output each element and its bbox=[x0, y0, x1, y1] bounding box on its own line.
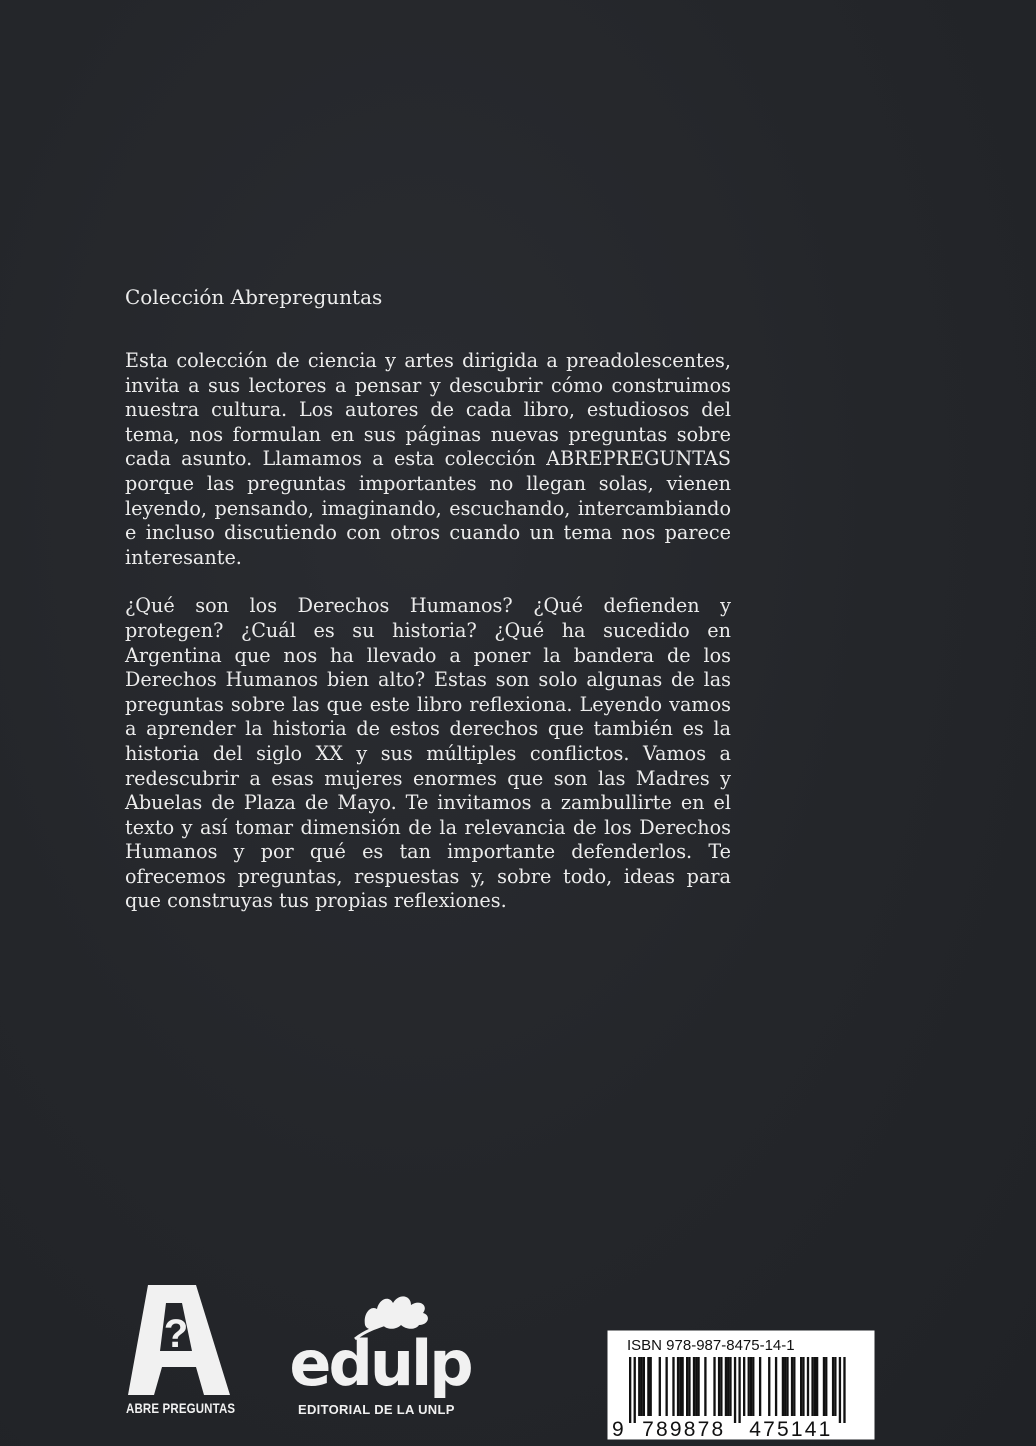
barcode-bar bbox=[640, 1357, 642, 1416]
svg-text:?: ? bbox=[163, 1312, 189, 1356]
abre-preguntas-caption: ABRE PREGUNTAS bbox=[126, 1400, 236, 1416]
barcode-bar bbox=[688, 1357, 690, 1416]
barcode-bar bbox=[800, 1357, 802, 1416]
barcode-bar bbox=[775, 1357, 777, 1416]
barcode-bar bbox=[750, 1357, 752, 1416]
barcode-bar bbox=[647, 1357, 649, 1416]
barcode-bar bbox=[681, 1357, 683, 1416]
barcode-bar bbox=[734, 1357, 736, 1423]
edulp-wordmark: edulp bbox=[289, 1327, 471, 1400]
barcode-bar bbox=[793, 1357, 795, 1416]
barcode-bar bbox=[729, 1357, 731, 1416]
barcode-bar bbox=[748, 1357, 750, 1416]
barcode-bar bbox=[704, 1357, 706, 1416]
barcode-bar bbox=[843, 1357, 845, 1423]
barcode-bar bbox=[697, 1357, 699, 1416]
barcode-bar bbox=[686, 1357, 688, 1416]
barcode-digit-first: 9 bbox=[612, 1418, 626, 1440]
barcode-bar bbox=[752, 1357, 754, 1416]
barcode-bar bbox=[823, 1357, 825, 1416]
barcode-bar bbox=[659, 1357, 661, 1416]
barcode-bar bbox=[825, 1357, 827, 1416]
barcode-bar bbox=[634, 1357, 636, 1423]
isbn-label: ISBN 978-987-8475-14-1 bbox=[627, 1337, 795, 1354]
barcode-bar bbox=[786, 1357, 788, 1416]
barcode-bar bbox=[629, 1357, 631, 1423]
barcode-bar bbox=[839, 1357, 841, 1423]
edulp-logo-icon bbox=[285, 1285, 475, 1400]
barcode-bar bbox=[807, 1357, 809, 1416]
barcode-bar bbox=[811, 1357, 813, 1416]
book-description-paragraph: ¿Qué son los Derechos Humanos? ¿Qué defienden y protegen? ¿Cuál es su historia? ¿Qué ha sucedido en Argentina que nos ha llevado a poner la bandera de los Derechos Humanos bien alto? Estas son solo algunas de las preguntas sobre las que este libro reflexiona. Leyendo vamos a aprender la historia de estos derechos que también es la historia del siglo XX y sus múltiples conflictos. Vamos a redescubrir a esas mujeres enormes que son las Madres y Abuelas de Plaza de Mayo. Te invitamos a zambullirte en el texto y así tomar dimensión de la relevancia de los Derechos Humanos y por qué es tan importante defenderlos. Te ofrecemos preguntas, respuestas y, sobre todo, ideas para que construyas tus propias reflexiones. bbox=[125, 594, 731, 913]
barcode-bar bbox=[650, 1357, 652, 1416]
barcode-bar bbox=[638, 1357, 640, 1416]
collection-title: Colección Abrepreguntas bbox=[125, 285, 383, 309]
barcode-bar bbox=[643, 1357, 645, 1416]
back-cover-text bbox=[125, 282, 731, 914]
barcode-bar bbox=[695, 1357, 697, 1416]
barcode-bar bbox=[784, 1357, 786, 1416]
barcode-bar bbox=[759, 1357, 761, 1416]
barcode-bar bbox=[768, 1357, 770, 1416]
barcode-bar bbox=[738, 1357, 740, 1423]
barcode-bar bbox=[693, 1357, 695, 1416]
barcode-bar bbox=[718, 1357, 720, 1416]
barcode-bar bbox=[814, 1357, 816, 1416]
barcode-digits-right: 475141 bbox=[749, 1418, 833, 1440]
barcode-bar bbox=[832, 1357, 834, 1416]
barcode-bar bbox=[725, 1357, 727, 1416]
barcode-bar bbox=[665, 1357, 667, 1416]
barcode-bar bbox=[743, 1357, 745, 1416]
collection-description-paragraph: Esta colección de ciencia y artes dirigida a preadolescentes, invita a sus lectores a pensar y descubrir cómo construimos nuestra cultura. Los autores de cada libro, estudiosos del tema, nos formulan en sus páginas nuevas preguntas sobre cada asunto. Llamamos a esta colección ABREPREGUNTAS porque las preguntas importantes no llegan solas, vienen leyendo, pensando, imaginando, escuchando, intercambiando e incluso discutiendo con otros cuando un tema nos parece interesante. bbox=[125, 349, 731, 569]
barcode-bar bbox=[802, 1357, 804, 1416]
isbn-barcode bbox=[607, 1330, 875, 1440]
barcode-bar bbox=[816, 1357, 818, 1416]
barcode-bar bbox=[677, 1357, 679, 1416]
barcode-digits-left: 789878 bbox=[642, 1418, 726, 1440]
barcode-bar bbox=[720, 1357, 722, 1416]
barcode-bar bbox=[782, 1357, 784, 1416]
barcode-bar bbox=[727, 1357, 729, 1416]
barcode-bar bbox=[791, 1357, 793, 1416]
edulp-caption: EDITORIAL DE LA UNLP bbox=[298, 1402, 455, 1417]
barcode-bar bbox=[713, 1357, 715, 1416]
barcode-bar bbox=[834, 1357, 836, 1416]
barcode-bar bbox=[679, 1357, 681, 1416]
barcode-bar bbox=[672, 1357, 674, 1416]
